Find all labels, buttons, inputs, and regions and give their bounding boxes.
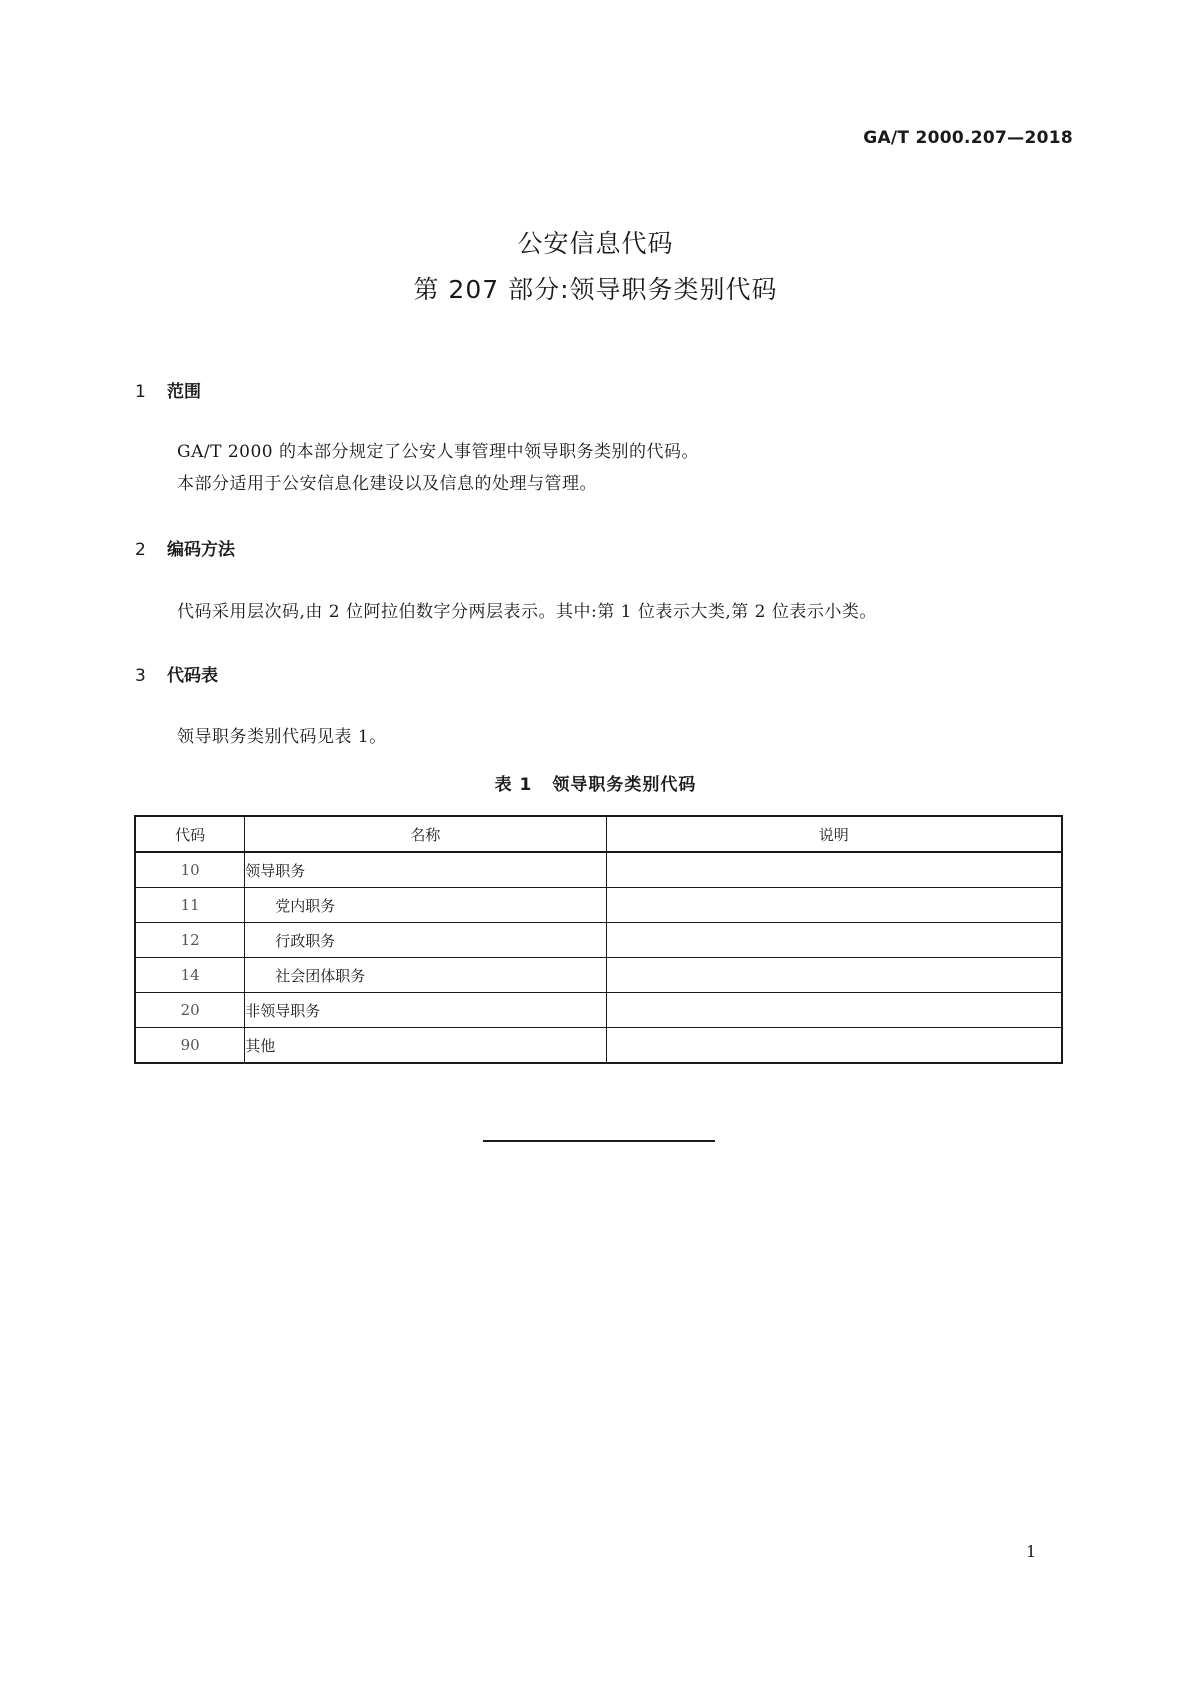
section-title: 代码表: [167, 666, 218, 686]
column-header-code: 代码: [135, 816, 245, 852]
table-caption-title: 领导职务类别代码: [552, 775, 697, 795]
section-number: 2: [135, 540, 146, 560]
column-header-note: 说明: [606, 816, 1062, 852]
cell-code: 90: [135, 1028, 245, 1064]
table-caption: [0, 770, 1191, 795]
document-title: 公安信息代码: [517, 229, 674, 258]
table-row: [135, 923, 1062, 958]
cell-name: 非领导职务: [245, 993, 606, 1028]
table-row: [135, 852, 1062, 888]
cell-code: 20: [135, 993, 245, 1028]
section-heading-scope: [135, 377, 201, 402]
column-header-name: 名称: [245, 816, 606, 852]
paragraph: 代码采用层次码,由 2 位阿拉伯数字分两层表示。其中:第 1 位表示大类,第 2 位表示小类。: [177, 602, 877, 622]
cell-note: [606, 1028, 1062, 1064]
cell-name: 社会团体职务: [245, 958, 606, 993]
section-title: 编码方法: [167, 540, 235, 560]
cell-note: [606, 923, 1062, 958]
cell-code: 12: [135, 923, 245, 958]
section-heading-code-table: [135, 661, 218, 686]
section-number: 1: [135, 382, 146, 402]
table-row: [135, 888, 1062, 923]
paragraph: 本部分适用于公安信息化建设以及信息的处理与管理。: [177, 474, 597, 494]
table-header-row: [135, 816, 1062, 852]
document-subtitle: 第 207 部分:领导职务类别代码: [413, 275, 778, 304]
cell-note: [606, 888, 1062, 923]
cell-name: 行政职务: [245, 923, 606, 958]
standard-number: GA/T 2000.207—2018: [863, 128, 1073, 148]
table-row: [135, 958, 1062, 993]
cell-note: [606, 852, 1062, 888]
page-number: 1: [1026, 1542, 1037, 1561]
section-number: 3: [135, 666, 146, 686]
code-table: [134, 815, 1063, 1064]
cell-name: 领导职务: [245, 852, 606, 888]
table-row: [135, 993, 1062, 1028]
paragraph: 领导职务类别代码见表 1。: [177, 727, 387, 747]
cell-note: [606, 993, 1062, 1028]
table-row: [135, 1028, 1062, 1064]
cell-code: 11: [135, 888, 245, 923]
table-caption-label: 表 1: [494, 775, 533, 795]
cell-name: 其他: [245, 1028, 606, 1064]
end-rule: [483, 1140, 715, 1142]
section-title: 范围: [167, 382, 201, 402]
cell-name: 党内职务: [245, 888, 606, 923]
section-heading-coding-method: [135, 535, 235, 560]
paragraph: GA/T 2000 的本部分规定了公安人事管理中领导职务类别的代码。: [177, 442, 699, 462]
cell-code: 14: [135, 958, 245, 993]
cell-note: [606, 958, 1062, 993]
cell-code: 10: [135, 852, 245, 888]
